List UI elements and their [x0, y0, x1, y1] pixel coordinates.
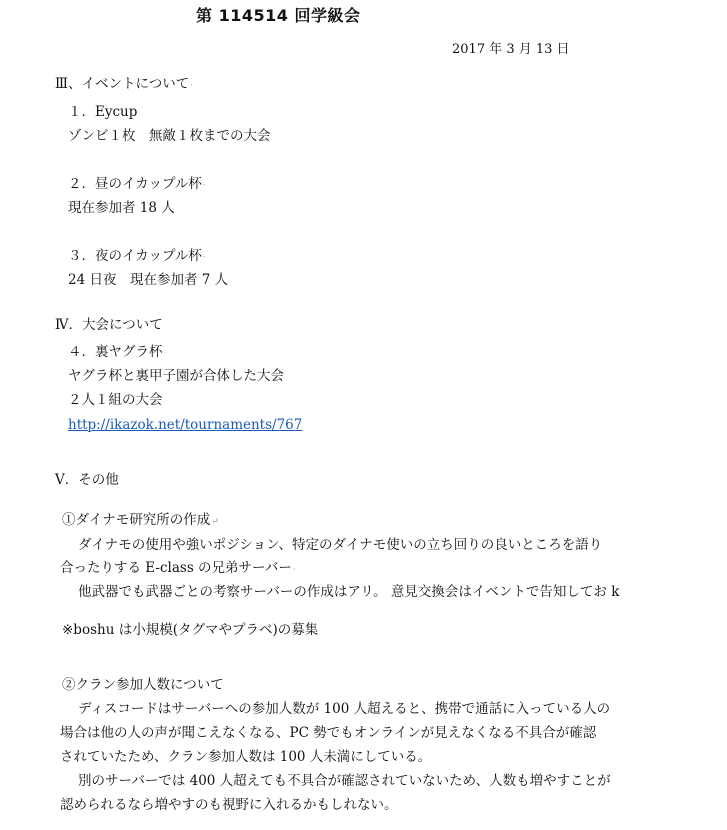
other-item-2-line-5: 認められるなら増やすのも視野に入れるかもしれない。	[60, 797, 398, 813]
other-item-1-note: ※boshu は小規模(タグマやプラベ)の募集	[62, 622, 319, 638]
line-end-mark: ·	[292, 565, 296, 575]
event-item-2-title-text: ２．昼のイカップル杯	[68, 176, 202, 192]
line-end-mark: ·	[202, 253, 206, 263]
paragraph-return-mark: ↵	[211, 517, 219, 527]
other-item-2-title: ②クラン参加人数について	[62, 677, 224, 693]
document-title: 第 114514 回学級会	[196, 6, 361, 25]
event-item-1-desc: ゾンビ１枚 無敵１枚までの大会	[68, 128, 271, 144]
tournament-item-4-title: ４．裏ヤグラ杯	[68, 344, 163, 360]
event-item-3-desc: 24 日夜 現在参加者 7 人	[68, 272, 229, 288]
section-3-heading	[55, 75, 193, 95]
other-item-2-line-2: 場合は他の人の声が聞こえなくなる、PC 勢でもオンラインが見えなくなる不具合が確認	[60, 725, 597, 741]
other-item-2-line-3: されていたため、クラン参加人数は 100 人未満にしている。	[60, 749, 432, 765]
event-item-2-desc: 現在参加者 18 人	[68, 200, 175, 216]
other-item-1-line-2	[60, 559, 296, 579]
other-item-2-line-1: ディスコードはサーバーへの参加人数が 100 人超えると、携帯で通話に入っている人の	[78, 701, 611, 717]
tournament-item-4-desc-1: ヤグラ杯と裏甲子園が合体した大会	[68, 368, 284, 384]
section-3-heading-text: Ⅲ、イベントについて	[55, 76, 190, 92]
other-item-1-line-3: 他武器でも武器ごとの考察サーバーの作成はアリ。 意見交換会はイベントで告知してお k	[78, 584, 620, 600]
event-item-1-title: １．Eycup	[68, 104, 138, 120]
section-4-heading: Ⅳ．大会について	[55, 317, 163, 333]
other-item-1-line-1: ダイナモの使用や強いポジション、特定のダイナモ使いの立ち回りの良いところを語り	[78, 537, 603, 553]
line-end-mark: ·	[190, 81, 194, 91]
section-5-heading: Ⅴ．その他	[55, 472, 119, 488]
other-item-1-title-text: ①ダイナモ研究所の作成	[62, 512, 211, 528]
other-item-2-line-4: 別のサーバーでは 400 人超えても不具合が確認されていないため、人数も増やすことが	[78, 773, 611, 789]
other-item-1-title	[62, 511, 219, 531]
tournament-item-4-desc-2: ２人１組の大会	[68, 392, 163, 408]
event-item-2-title	[68, 175, 206, 195]
tournament-link[interactable]: http://ikazok.net/tournaments/767	[68, 417, 303, 433]
event-item-3-title	[68, 247, 206, 267]
document-date: 2017 年 3 月 13 日	[452, 42, 570, 57]
other-item-1-line-2-text: 合ったりする E-class の兄弟サーバー	[60, 560, 292, 576]
event-item-3-title-text: ３．夜のイカップル杯	[68, 248, 202, 264]
line-end-mark: ·	[202, 181, 206, 191]
